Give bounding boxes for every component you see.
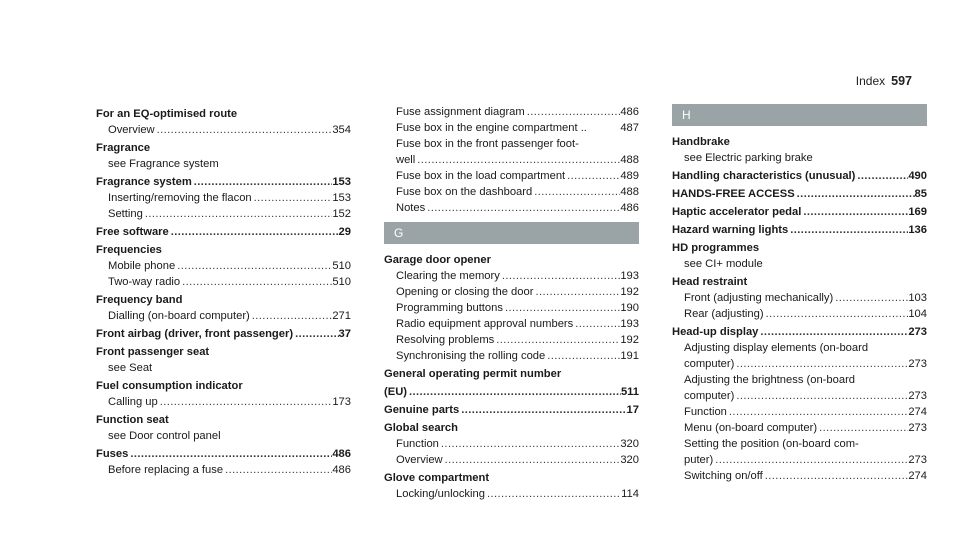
entry-text: Menu (on-board computer) bbox=[684, 422, 818, 434]
leader-dots bbox=[175, 258, 332, 274]
leader-dots bbox=[143, 206, 332, 222]
index-subentry bbox=[384, 300, 639, 316]
index-subentry bbox=[384, 486, 639, 502]
index-subentry bbox=[384, 152, 639, 168]
leader-dots bbox=[788, 222, 908, 238]
index-subentry bbox=[384, 104, 639, 120]
page-ref: 486 bbox=[332, 448, 351, 460]
leader-dots bbox=[795, 186, 915, 202]
entry-text: Fuse box in the front passenger foot- bbox=[396, 138, 579, 150]
leader-dots bbox=[734, 388, 908, 404]
entry-text: Fuses bbox=[96, 448, 129, 460]
index-subentry bbox=[672, 420, 927, 436]
entry-text: Function bbox=[396, 438, 439, 450]
index-entry bbox=[672, 168, 927, 184]
entry-text: computer) bbox=[684, 358, 735, 370]
page-ref: 490 bbox=[908, 170, 927, 182]
entry-text: Opening or closing the door bbox=[396, 286, 534, 298]
index-subentry bbox=[384, 348, 639, 364]
leader-dots bbox=[180, 274, 332, 290]
index-subentry bbox=[384, 332, 639, 348]
entry-text: Inserting/removing the flacon bbox=[108, 192, 252, 204]
entry-text: Fuse assignment diagram bbox=[396, 106, 525, 118]
page-ref: 114 bbox=[621, 488, 639, 500]
index-entry bbox=[96, 344, 351, 360]
leader-dots bbox=[713, 452, 908, 468]
entry-text: Radio equipment approval numbers bbox=[396, 318, 574, 330]
page-ref: 486 bbox=[620, 106, 639, 118]
leader-dots bbox=[494, 332, 620, 348]
index-entry bbox=[672, 186, 927, 202]
leader-dots bbox=[158, 394, 333, 410]
page-ref: 486 bbox=[620, 202, 639, 214]
entry-text: Fragrance system bbox=[96, 176, 192, 188]
index-subentry bbox=[96, 462, 351, 478]
entry-text: For an EQ-optimised route bbox=[96, 108, 238, 120]
leader-dots bbox=[223, 462, 332, 478]
index-entry bbox=[672, 222, 927, 238]
leader-dots bbox=[833, 290, 908, 306]
page-ref: 273 bbox=[908, 454, 927, 466]
page-ref: 486 bbox=[332, 464, 351, 476]
index-subentry bbox=[96, 360, 351, 376]
entry-text: Programming buttons bbox=[396, 302, 503, 314]
entry-text: Head-up display bbox=[672, 326, 759, 338]
index-subentry bbox=[672, 306, 927, 322]
leader-dots bbox=[407, 384, 621, 400]
page-ref: 274 bbox=[908, 470, 927, 482]
index-entry bbox=[384, 366, 639, 382]
page-ref: 193 bbox=[620, 318, 639, 330]
index-subentry bbox=[672, 468, 927, 484]
page-ref: 153 bbox=[332, 176, 351, 188]
entry-text: Synchronising the rolling code bbox=[396, 350, 546, 362]
entry-text: (EU) bbox=[384, 386, 407, 398]
leader-dots bbox=[415, 152, 620, 168]
index-subentry bbox=[96, 428, 351, 444]
page-ref: 104 bbox=[908, 308, 927, 320]
entry-text: Locking/unlocking bbox=[396, 488, 485, 500]
entry-text: Adjusting the brightness (on-board bbox=[684, 374, 856, 386]
leader-dots bbox=[192, 174, 333, 190]
index-subentry bbox=[672, 356, 927, 372]
entry-text: see Seat bbox=[108, 362, 153, 374]
page-ref: 190 bbox=[620, 302, 639, 314]
index-entry bbox=[672, 240, 927, 256]
entry-text: Resolving problems bbox=[396, 334, 495, 346]
entry-text: Overview bbox=[108, 124, 155, 136]
page-ref: 169 bbox=[908, 206, 927, 218]
index-subentry bbox=[672, 388, 927, 404]
page-ref: 152 bbox=[332, 208, 351, 220]
entry-text: Garage door opener bbox=[384, 254, 491, 266]
leader-dots bbox=[525, 104, 621, 120]
page-ref: 273 bbox=[908, 422, 927, 434]
leader-dots bbox=[545, 348, 620, 364]
page-ref: 192 bbox=[620, 334, 639, 346]
index-column-2 bbox=[384, 104, 639, 502]
index-entry bbox=[96, 378, 351, 394]
index-entry bbox=[384, 252, 639, 268]
entry-text: Fuse box in the load compartment bbox=[396, 170, 566, 182]
page-ref: 192 bbox=[620, 286, 639, 298]
entry-text: Rear (adjusting) bbox=[684, 308, 764, 320]
index-subentry bbox=[672, 150, 927, 166]
leader-dots bbox=[500, 268, 620, 284]
entry-text: Two-way radio bbox=[108, 276, 181, 288]
entry-text: Handbrake bbox=[672, 136, 730, 148]
leader-dots bbox=[425, 200, 620, 216]
leader-dots bbox=[763, 468, 909, 484]
entry-text: puter) bbox=[684, 454, 714, 466]
index-subentry bbox=[96, 122, 351, 138]
index-entry bbox=[672, 134, 927, 150]
leader-dots bbox=[817, 420, 908, 436]
index-subentry bbox=[96, 156, 351, 172]
index-subentry bbox=[384, 316, 639, 332]
index-subentry bbox=[384, 136, 639, 152]
entry-text: Switching on/off bbox=[684, 470, 763, 482]
index-entry bbox=[672, 274, 927, 290]
leader-dots bbox=[155, 122, 333, 138]
index-column-3 bbox=[672, 104, 927, 484]
page-ref: 29 bbox=[338, 226, 351, 238]
entry-text: Handling characteristics (unusual) bbox=[672, 170, 856, 182]
index-entry bbox=[96, 106, 351, 122]
entry-text: Fuse box in the engine compartment .. bbox=[396, 122, 587, 134]
entry-text: Mobile phone bbox=[108, 260, 176, 272]
index-subentry bbox=[384, 120, 639, 136]
entry-text: Fragrance bbox=[96, 142, 151, 154]
page-ref: 271 bbox=[332, 310, 351, 322]
leader-dots bbox=[459, 402, 626, 418]
index-subentry bbox=[384, 284, 639, 300]
page-ref: 273 bbox=[908, 390, 927, 402]
leader-dots bbox=[250, 308, 333, 324]
page-ref: 488 bbox=[620, 186, 639, 198]
index-subentry bbox=[96, 190, 351, 206]
entry-text: Hazard warning lights bbox=[672, 224, 789, 236]
leader-dots bbox=[801, 204, 908, 220]
index-subentry bbox=[672, 436, 927, 452]
page-ref: 511 bbox=[620, 386, 639, 398]
entry-text: Function seat bbox=[96, 414, 169, 426]
index-entry bbox=[384, 470, 639, 486]
page-ref: 510 bbox=[332, 276, 351, 288]
page-ref: 510 bbox=[332, 260, 351, 272]
letter-heading-g: G bbox=[384, 222, 639, 244]
page-ref: 153 bbox=[332, 192, 351, 204]
index-subentry bbox=[384, 184, 639, 200]
entry-text: Clearing the memory bbox=[396, 270, 500, 282]
index-entry bbox=[96, 242, 351, 258]
entry-text: Glove compartment bbox=[384, 472, 490, 484]
section-name: Index bbox=[855, 74, 886, 88]
entry-text: Function bbox=[684, 406, 727, 418]
index-subentry bbox=[384, 452, 639, 468]
entry-text: Haptic accelerator pedal bbox=[672, 206, 802, 218]
entry-text: Overview bbox=[396, 454, 443, 466]
entry-text: Fuel consumption indicator bbox=[96, 380, 243, 392]
entry-text: Frequency band bbox=[96, 294, 183, 306]
index-subentry bbox=[672, 452, 927, 468]
leader-dots bbox=[485, 486, 621, 502]
entry-text: General operating permit number bbox=[384, 368, 562, 380]
index-column-1 bbox=[96, 104, 351, 478]
entry-text: Setting the position (on-board com- bbox=[684, 438, 859, 450]
page-ref: 273 bbox=[908, 358, 927, 370]
leader-dots bbox=[128, 446, 332, 462]
index-entry bbox=[384, 402, 639, 418]
entry-text: Fuse box on the dashboard bbox=[396, 186, 533, 198]
entry-text: Global search bbox=[384, 422, 458, 434]
page-ref: 173 bbox=[332, 396, 351, 408]
entry-text: well bbox=[396, 154, 416, 166]
page-ref: 320 bbox=[620, 438, 639, 450]
entry-text: Front (adjusting mechanically) bbox=[684, 292, 834, 304]
index-subentry bbox=[384, 268, 639, 284]
entry-text: Front passenger seat bbox=[96, 346, 210, 358]
leader-dots bbox=[532, 184, 620, 200]
page-ref: 273 bbox=[908, 326, 927, 338]
index-subentry bbox=[672, 256, 927, 272]
index-entry bbox=[96, 292, 351, 308]
entry-text: see Door control panel bbox=[108, 430, 221, 442]
entry-text: Adjusting display elements (on-board bbox=[684, 342, 869, 354]
index-subentry bbox=[96, 394, 351, 410]
entry-text: Genuine parts bbox=[384, 404, 460, 416]
entry-text: Head restraint bbox=[672, 276, 748, 288]
leader-dots bbox=[734, 356, 908, 372]
index-subentry bbox=[672, 372, 927, 388]
page-number: 597 bbox=[891, 74, 912, 88]
letter-heading-h: H bbox=[672, 104, 927, 126]
page-ref: 103 bbox=[908, 292, 927, 304]
index-entry bbox=[96, 224, 351, 240]
index-subentry bbox=[96, 274, 351, 290]
page-ref: 37 bbox=[338, 328, 351, 340]
entry-text: see Electric parking brake bbox=[684, 152, 813, 164]
page-ref: 136 bbox=[908, 224, 927, 236]
leader-dots bbox=[439, 436, 620, 452]
index-entry bbox=[96, 412, 351, 428]
index-subentry bbox=[384, 200, 639, 216]
entry-text: see Fragrance system bbox=[108, 158, 219, 170]
entry-text: computer) bbox=[684, 390, 735, 402]
index-entry bbox=[384, 420, 639, 436]
index-entry bbox=[96, 174, 351, 190]
leader-dots bbox=[573, 316, 620, 332]
index-entry bbox=[96, 326, 351, 342]
index-entry bbox=[672, 324, 927, 340]
index-subentry bbox=[96, 258, 351, 274]
page-ref: 85 bbox=[914, 188, 927, 200]
index-subentry bbox=[672, 290, 927, 306]
index-entry bbox=[672, 204, 927, 220]
entry-text: Front airbag (driver, front passenger) bbox=[96, 328, 294, 340]
entry-text: see CI+ module bbox=[684, 258, 763, 270]
entry-text: Dialling (on-board computer) bbox=[108, 310, 250, 322]
leader-dots bbox=[727, 404, 908, 420]
entry-text: Free software bbox=[96, 226, 169, 238]
page-ref: 354 bbox=[332, 124, 351, 136]
index-entry bbox=[384, 384, 639, 400]
page-ref: 193 bbox=[620, 270, 639, 282]
page-ref: 191 bbox=[620, 350, 639, 362]
leader-dots bbox=[252, 190, 333, 206]
leader-dots bbox=[443, 452, 621, 468]
entry-text: Setting bbox=[108, 208, 143, 220]
leader-dots bbox=[758, 324, 908, 340]
page-ref: 488 bbox=[620, 154, 639, 166]
page-header bbox=[856, 74, 912, 88]
leader-dots bbox=[533, 284, 620, 300]
page-ref: 320 bbox=[620, 454, 639, 466]
leader-dots bbox=[293, 326, 338, 342]
page-ref: 17 bbox=[626, 404, 639, 416]
leader-dots bbox=[503, 300, 620, 316]
page-ref: 274 bbox=[908, 406, 927, 418]
index-entry bbox=[96, 140, 351, 156]
index-subentry bbox=[96, 308, 351, 324]
index-subentry bbox=[96, 206, 351, 222]
entry-text: Notes bbox=[396, 202, 426, 214]
leader-dots bbox=[565, 168, 620, 184]
leader-dots bbox=[764, 306, 909, 322]
entry-text: HANDS-FREE ACCESS bbox=[672, 188, 795, 200]
index-subentry bbox=[672, 340, 927, 356]
page-ref: 487 bbox=[620, 122, 639, 134]
index-entry bbox=[96, 446, 351, 462]
index-subentry bbox=[672, 404, 927, 420]
leader-dots bbox=[169, 224, 339, 240]
entry-text: Before replacing a fuse bbox=[108, 464, 224, 476]
entry-text: Frequencies bbox=[96, 244, 162, 256]
leader-dots bbox=[855, 168, 908, 184]
page-ref: 489 bbox=[620, 170, 639, 182]
entry-text: Calling up bbox=[108, 396, 158, 408]
index-subentry bbox=[384, 436, 639, 452]
entry-text: HD programmes bbox=[672, 242, 760, 254]
index-subentry bbox=[384, 168, 639, 184]
